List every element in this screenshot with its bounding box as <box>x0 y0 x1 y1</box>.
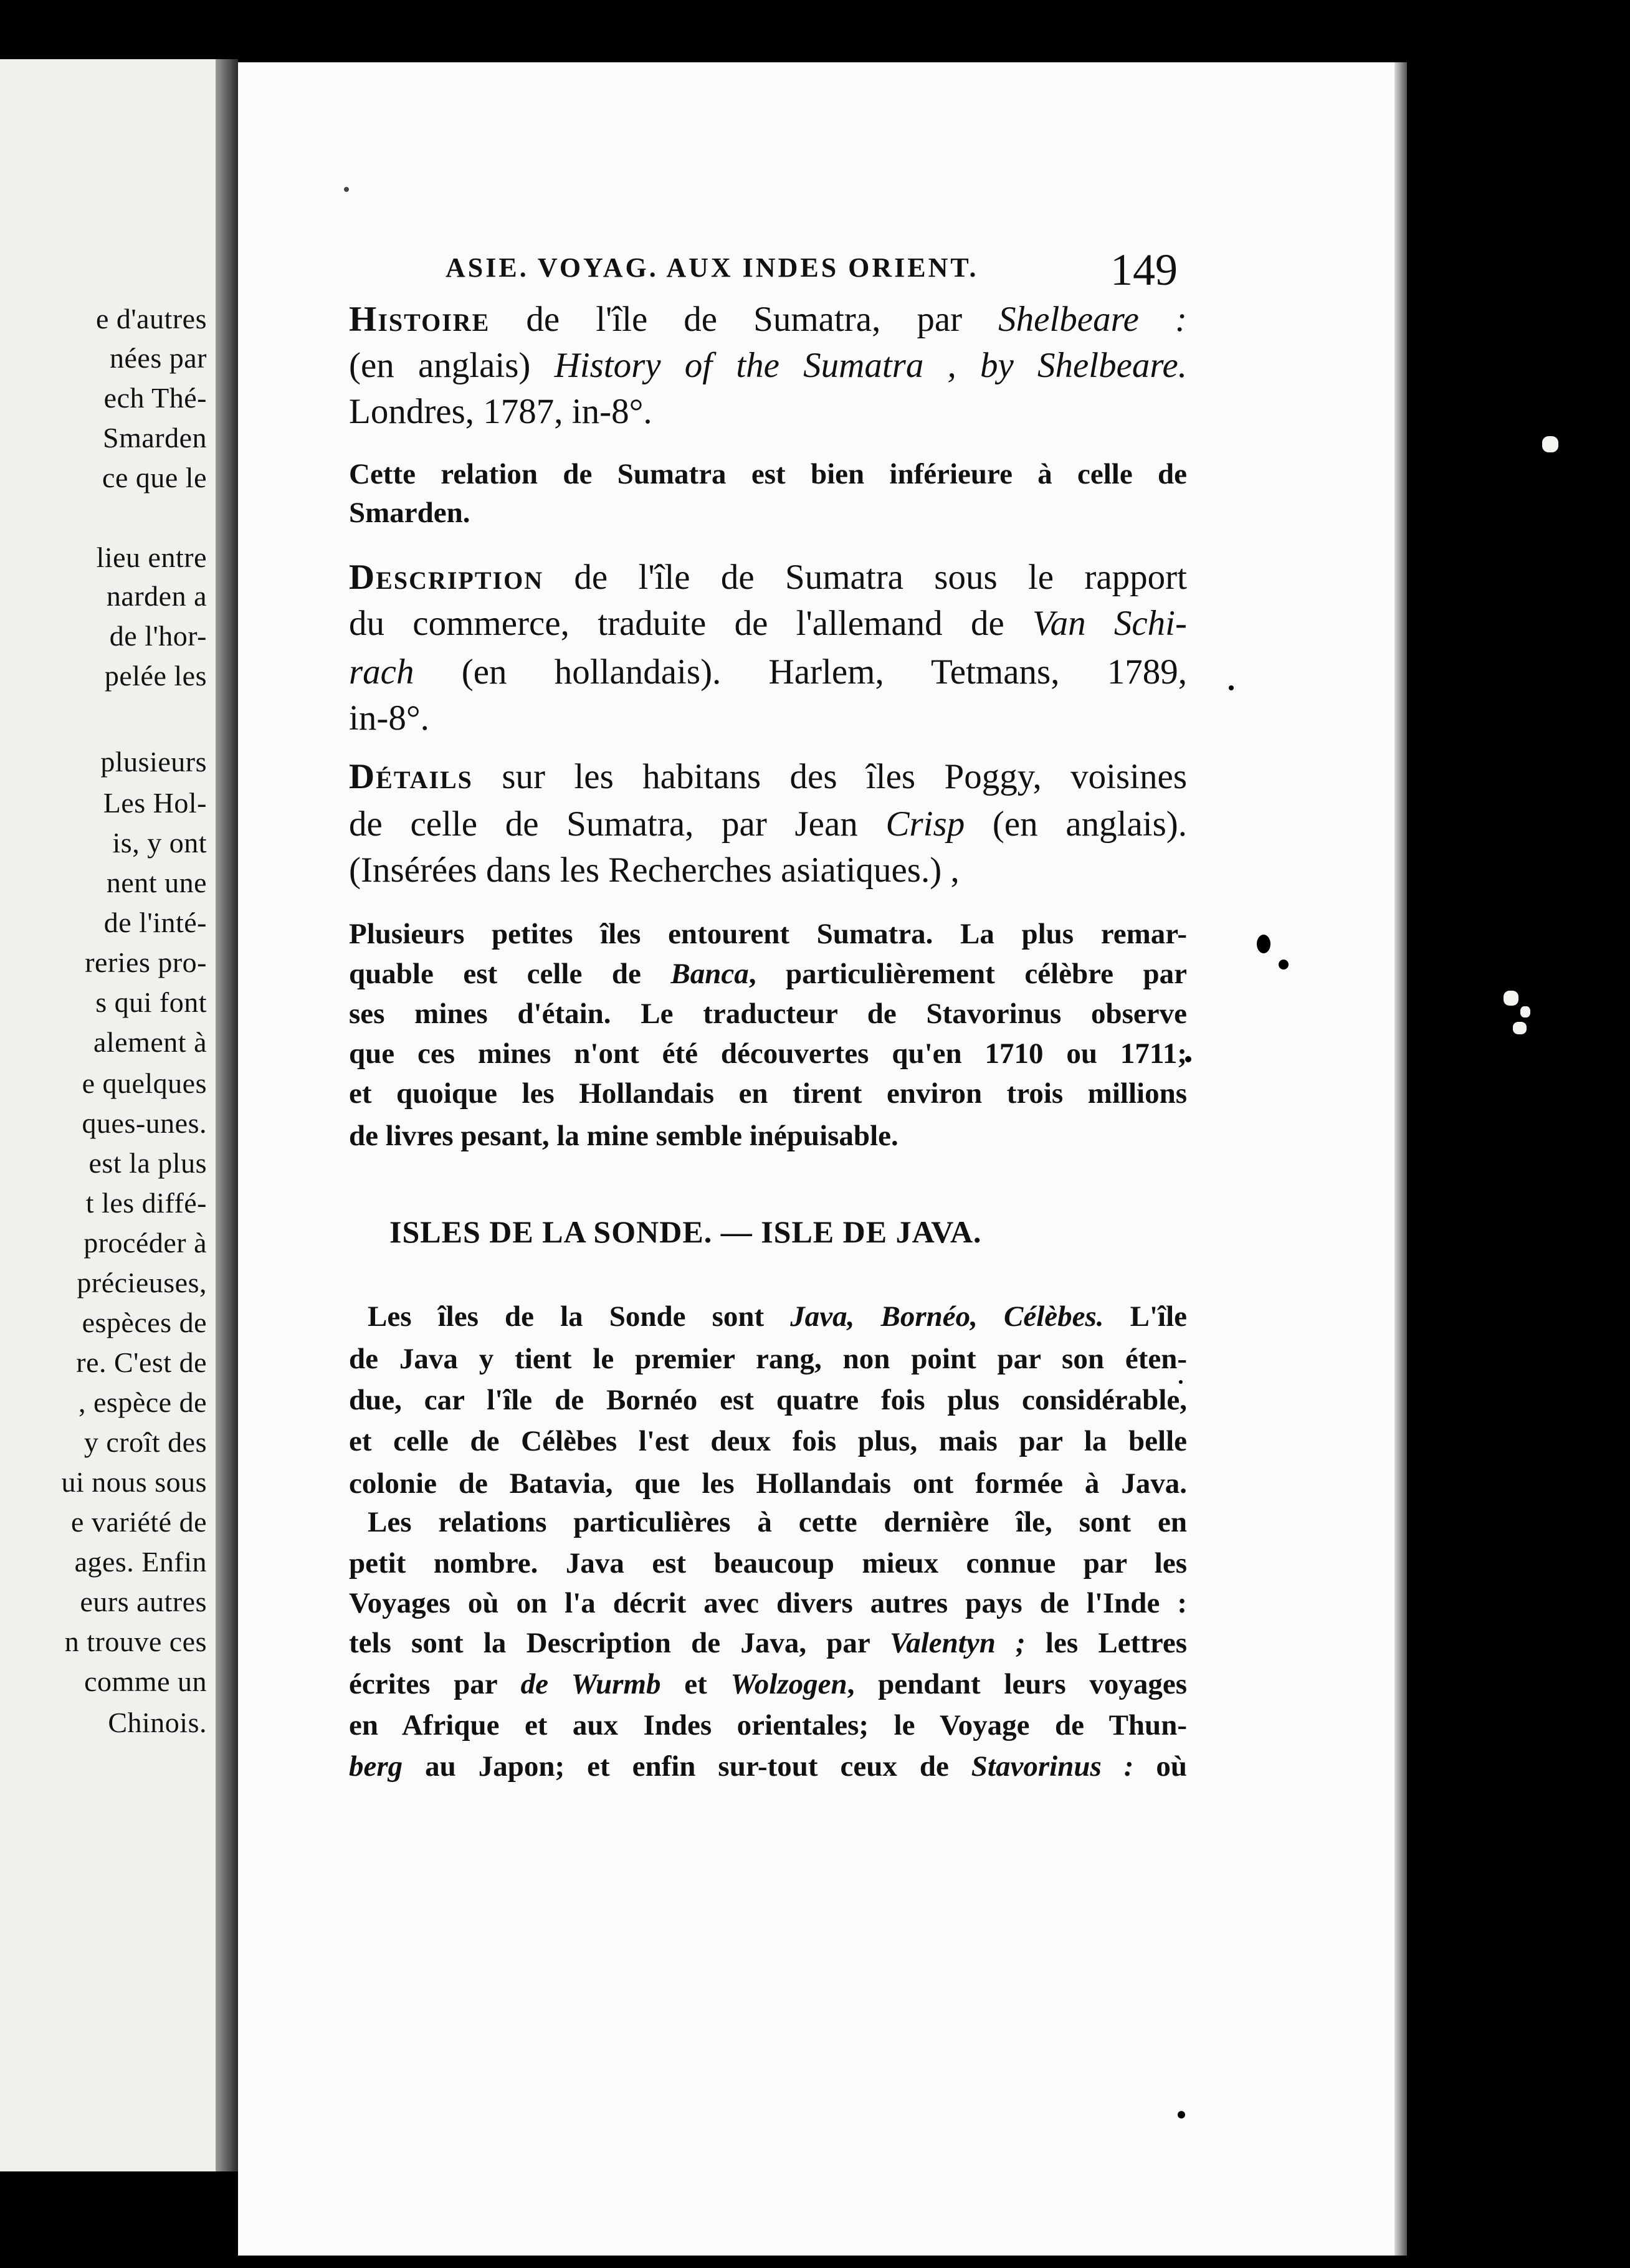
left-page-line: s qui font <box>95 986 207 1018</box>
left-page-line: ech Thé- <box>103 382 207 414</box>
right-page <box>238 62 1394 2256</box>
entry-line: rach (en hollandais). Harlem, Tetmans, 1789, <box>349 652 1187 692</box>
left-page-line: ce que le <box>102 462 207 493</box>
note-line: Smarden. <box>349 497 470 529</box>
left-page-line: n trouve ces <box>64 1626 207 1657</box>
left-page-line: est la plus <box>88 1147 207 1179</box>
paragraph-line: petit nombre. Java est beaucoup mieux connue par les <box>349 1547 1187 1580</box>
entry-line: Histoire de l'île de Sumatra, par Shelbeare : <box>349 300 1187 339</box>
section-heading: ISLES DE LA SONDE. — ISLE DE JAVA. <box>389 1214 982 1249</box>
left-page-line: e d'autres <box>95 303 207 335</box>
left-page-line: espèces de <box>82 1307 207 1338</box>
paragraph-line: écrites par de Wurmb et Wolzogen, pendant leurs voyages <box>349 1668 1188 1700</box>
left-page-line: reries pro- <box>85 946 207 978</box>
left-page <box>0 59 216 2171</box>
page-speck <box>344 187 349 192</box>
left-page-line: y croît des <box>83 1426 207 1458</box>
left-page-line: lieu entre <box>96 541 207 573</box>
background-speck <box>1520 1006 1530 1017</box>
left-page-line: procéder à <box>83 1227 207 1259</box>
left-page-line: narden a <box>106 580 207 612</box>
entry-line: Détails sur les habitans des îles Poggy, voisines <box>349 757 1187 796</box>
note-line: que ces mines n'ont été découvertes qu'en 1710 ou 1711; <box>349 1037 1187 1070</box>
entry-line: in-8°. <box>349 698 429 738</box>
left-page-line: t les diffé- <box>85 1187 207 1219</box>
entry-line: de celle de Sumatra, par Jean Crisp (en anglais). <box>349 804 1188 844</box>
page-speck <box>1279 960 1289 970</box>
left-page-line: pelée les <box>104 660 207 692</box>
note-line: et quoique les Hollandais en tirent environ trois millions <box>349 1077 1187 1110</box>
paragraph-line: et celle de Célèbes l'est deux fois plus, mais par la belle <box>349 1425 1187 1457</box>
left-page-line: ages. Enfin <box>74 1546 207 1578</box>
left-page-line: e variété de <box>71 1506 207 1538</box>
left-page-line: ques-unes. <box>82 1107 207 1139</box>
paragraph-line: colonie de Batavia, que les Hollandais ont formée à Java. <box>349 1467 1187 1500</box>
paragraph-line: Les relations particulières à cette dernière île, sont en <box>368 1506 1187 1538</box>
left-page-line: nent une <box>106 867 207 898</box>
left-page-line: is, y ont <box>112 827 207 859</box>
running-title: ASIE. VOYAG. AUX INDES ORIENT. <box>446 252 979 283</box>
entry-line: Description de l'île de Sumatra sous le rapport <box>349 558 1187 597</box>
left-page-line: alement à <box>93 1026 207 1058</box>
left-page-line: e quelques <box>82 1067 207 1099</box>
paragraph-line: Les îles de la Sonde sont Java, Bornéo, Célèbes. L'île <box>368 1300 1187 1333</box>
left-page-line: comme un <box>84 1665 207 1697</box>
note-line: Plusieurs petites îles entourent Sumatra. La plus remar- <box>349 918 1187 950</box>
left-page-line: de l'hor- <box>109 620 207 652</box>
background-speck <box>1504 991 1518 1006</box>
page-speck <box>1229 685 1234 690</box>
left-page-line: , espèce de <box>79 1386 207 1418</box>
paragraph-line: tels sont la Description de Java, par Valentyn ; les Lettres <box>349 1627 1187 1659</box>
left-page-line: nées par <box>110 342 207 374</box>
paragraph-line: due, car l'île de Bornéo est quatre fois plus considérable, <box>349 1384 1187 1416</box>
paragraph-line: Voyages où on l'a décrit avec divers autres pays de l'Inde : <box>349 1587 1187 1619</box>
paragraph-line: en Afrique et aux Indes orientales; le Voyage de Thun- <box>349 1709 1187 1742</box>
paragraph-line: berg au Japon; et enfin sur-tout ceux de Stavorinus : où <box>349 1750 1187 1783</box>
note-line: Cette relation de Sumatra est bien inférieure à celle de <box>349 458 1187 490</box>
page-edge <box>1394 62 1407 2256</box>
note-line: quable est celle de Banca, particulièrement célèbre par <box>349 958 1187 990</box>
book-gutter <box>216 59 238 2171</box>
background-speck <box>1513 1022 1527 1034</box>
note-line: de livres pesant, la mine semble inépuisable. <box>349 1120 898 1152</box>
left-page-line: Les Hol- <box>103 787 207 819</box>
entry-line: (en anglais) History of the Sumatra , by Shelbeare. <box>349 346 1188 385</box>
left-page-line: de l'inté- <box>103 907 207 938</box>
page-speck <box>1257 935 1270 953</box>
note-line: ses mines d'étain. Le traducteur de Stavorinus observe <box>349 998 1187 1030</box>
page-speck <box>1178 2111 1185 2118</box>
paragraph-line: de Java y tient le premier rang, non point par son éten- <box>349 1343 1187 1375</box>
left-page-line: plusieurs <box>100 746 207 778</box>
left-page-line: eurs autres <box>80 1586 207 1618</box>
background-speck <box>1542 436 1558 452</box>
left-page-line: précieuses, <box>77 1267 207 1298</box>
entry-line: (Insérées dans les Recherches asiatiques.) , <box>349 850 960 890</box>
entry-line: Londres, 1787, in-8°. <box>349 392 652 431</box>
left-page-line: Smarden <box>102 422 207 454</box>
left-page-line: ui nous sous <box>61 1466 207 1498</box>
page-number: 149 <box>1110 245 1178 295</box>
left-page-line: re. C'est de <box>76 1346 207 1378</box>
entry-line: du commerce, traduite de l'allemand de Van Schi- <box>349 604 1187 643</box>
left-page-line: Chinois. <box>108 1707 207 1738</box>
